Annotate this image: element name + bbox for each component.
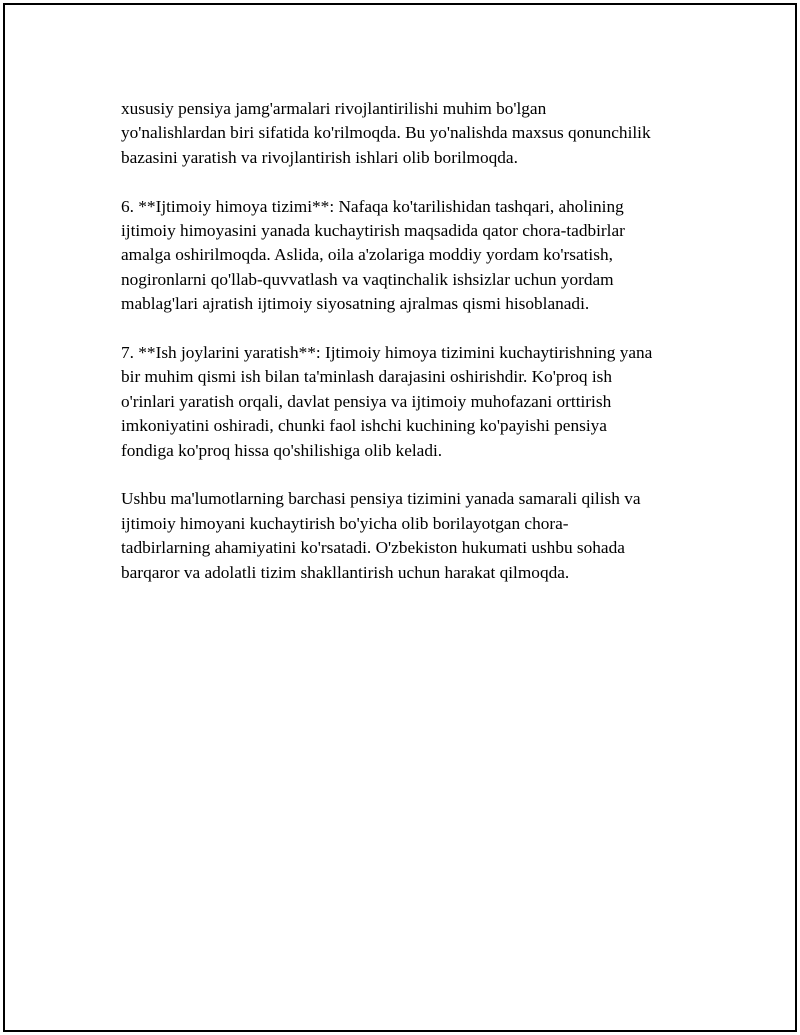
paragraph-conclusion — [121, 487, 711, 585]
paragraph-social-protection — [121, 195, 711, 317]
text-line: barqaror va adolatli tizim shakllantirish uchun harakat qilmoqda. — [121, 562, 570, 582]
text-line: ijtimoiy himoyani kuchaytirish bo'yicha olib borilayotgan chora- — [121, 513, 569, 533]
text-line: 6. **Ijtimoiy himoya tizimi**: Nafaqa ko'tarilishidan tashqari, aholining — [121, 196, 624, 216]
text-line: o'rinlari yaratish orqali, davlat pensiya va ijtimoiy muhofazani orttirish — [121, 391, 612, 411]
text-line: Ushbu ma'lumotlarning barchasi pensiya tizimini yanada samarali qilish va — [121, 489, 641, 509]
text-line: yo'nalishlardan biri sifatida ko'rilmoqda. Bu yo'nalishda maxsus qonunchilik — [121, 123, 651, 143]
paragraph-pension-funds — [121, 97, 711, 170]
text-line: fondiga ko'proq hissa qo'shilishiga olib keladi. — [121, 440, 443, 460]
text-line: tadbirlarning ahamiyatini ko'rsatadi. O'zbekiston hukumati ushbu sohada — [121, 538, 625, 558]
page-border — [3, 3, 797, 1032]
text-line: xususiy pensiya jamg'armalari rivojlantirilishi muhim bo'lgan — [121, 99, 547, 118]
text-line: imkoniyatini oshiradi, chunki faol ishchi kuchining ko'payishi pensiya — [121, 416, 607, 436]
text-line: bir muhim qismi ish bilan ta'minlash darajasini oshirishdir. Ko'proq ish — [121, 367, 613, 387]
text-line: 7. **Ish joylarini yaratish**: Ijtimoiy himoya tizimini kuchaytirishning yana — [121, 343, 653, 363]
document-body — [121, 97, 711, 609]
text-line: nogironlarni qo'llab-quvvatlash va vaqtinchalik ishsizlar uchun yordam — [121, 269, 614, 289]
paragraph-job-creation — [121, 341, 711, 463]
text-line: amalga oshirilmoqda. Aslida, oila a'zolariga moddiy yordam ko'rsatish, — [121, 245, 613, 265]
text-line: bazasini yaratish va rivojlantirish ishlari olib borilmoqda. — [121, 147, 518, 167]
text-line: ijtimoiy himoyasini yanada kuchaytirish maqsadida qator chora-tadbirlar — [121, 221, 625, 241]
text-line: mablag'lari ajratish ijtimoiy siyosatning ajralmas qismi hisoblanadi. — [121, 294, 590, 314]
